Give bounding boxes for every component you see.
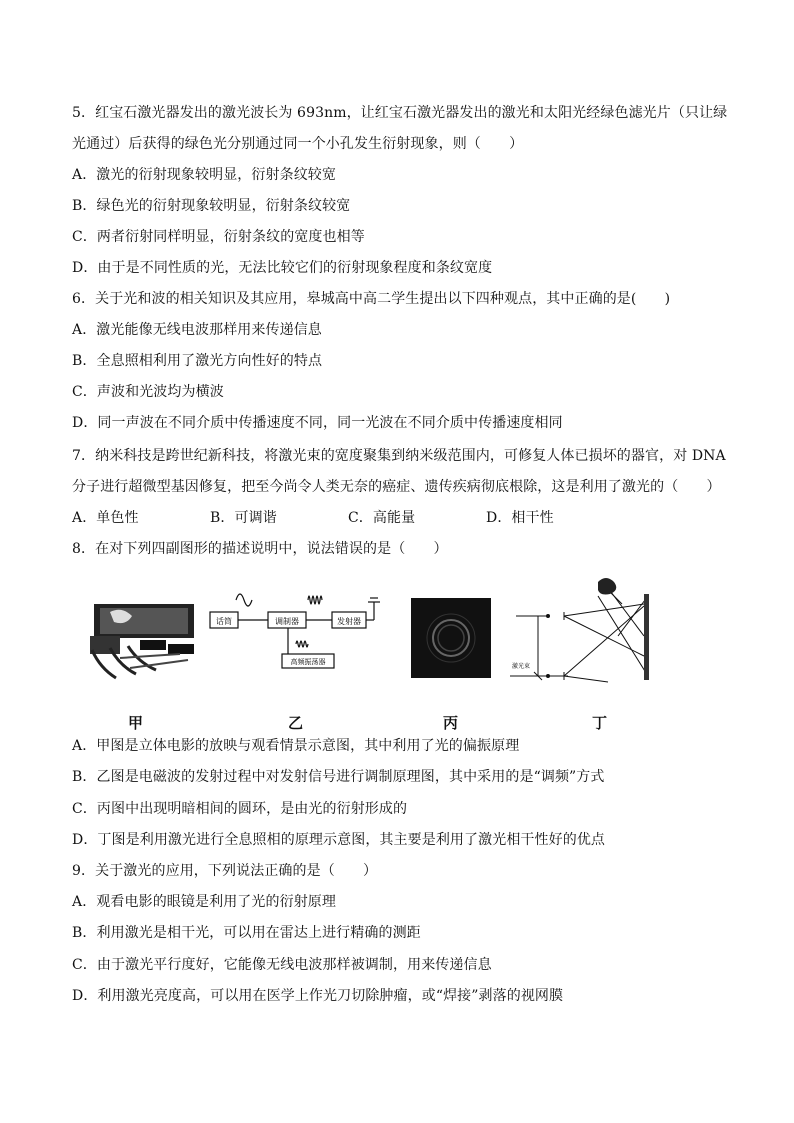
q9-option-b: B．利用激光是相干光，可以用在雷达上进行精确的测距 xyxy=(72,925,421,941)
q7-options-row xyxy=(72,508,554,528)
q5-option-c: C．两者衍射同样明显，衍射条纹的宽度也相等 xyxy=(72,229,365,245)
q6-option-d: D．同一声波在不同介质中传播速度不同，同一光波在不同介质中传播速度相同 xyxy=(72,415,563,431)
figure-label-yi: 乙 xyxy=(288,714,304,732)
q7-stem-line2: 分子进行超微型基因修复，把至今尚令人类无奈的癌症、遗传疾病彻底根除，这是利用了激光的（ ） xyxy=(72,479,721,495)
q8-stem: 8．在对下列四副图形的描述说明中，说法错误的是（ ） xyxy=(72,541,448,557)
q9-stem: 9．关于激光的应用，下列说法正确的是（ ） xyxy=(72,863,378,879)
q8-option-d: D．丁图是利用激光进行全息照相的原理示意图，其主要是利用了激光相干性好的优点 xyxy=(72,832,606,848)
q5-option-b: B．绿色光的衍射现象较明显，衍射条纹较宽 xyxy=(72,198,351,214)
q8-option-b: B．乙图是电磁波的发射过程中对发射信号进行调制原理图，其中采用的是“调频”方式 xyxy=(72,769,605,785)
q6-option-b: B．全息照相利用了激光方向性好的特点 xyxy=(72,353,323,369)
q9-option-c: C．由于激光平行度好，它能像无线电波那样被调制，用来传递信息 xyxy=(72,957,492,973)
figure-label-ding: 丁 xyxy=(592,714,608,732)
q6-option-c: C．声波和光波均为横波 xyxy=(72,384,224,400)
q6-stem: 6．关于光和波的相关知识及其应用，皋城高中高二学生提出以下四种观点，其中正确的是( ) xyxy=(72,291,671,307)
mic-label: 话筒 xyxy=(216,617,232,626)
q7-option-b: B．可调谐 xyxy=(210,510,277,526)
figure-bing-diffraction-rings xyxy=(411,598,491,678)
q8-option-a: A．甲图是立体电影的放映与观看情景示意图，其中利用了光的偏振原理 xyxy=(72,738,520,754)
q6-option-a: A．激光能像无线电波那样用来传递信息 xyxy=(72,322,322,338)
q7-option-a: A．单色性 xyxy=(72,510,139,526)
modulator-label: 调制器 xyxy=(275,617,299,626)
q5-stem-line1: 5．红宝石激光器发出的激光波长为 693nm，让红宝石激光器发出的激光和太阳光经绿色滤光片（只让绿 xyxy=(72,105,728,121)
q9-option-d: D．利用激光亮度高，可以用在医学上作光刀切除肿瘤，或“焊接”剥落的视网膜 xyxy=(72,988,564,1004)
figure-label-bing: 丙 xyxy=(443,714,459,732)
figure-ding-holography-setup xyxy=(508,576,660,688)
q7-option-d: D．相干性 xyxy=(486,510,554,526)
q8-option-c: C．丙图中出现明暗相间的圆环，是由光的衍射形成的 xyxy=(72,801,408,817)
q9-option-a: A．观看电影的眼镜是利用了光的衍射原理 xyxy=(72,894,337,910)
q7-stem-line1: 7．纳米科技是跨世纪新科技，将激光束的宽度聚集到纳米级范围内，可修复人体已损坏的器官，对 DNA xyxy=(72,448,726,464)
figure-jia-stereo-movie xyxy=(80,598,202,682)
q5-stem-line2: 光通过）后获得的绿色光分别通过同一个小孔发生衍射现象，则（ ） xyxy=(72,136,524,152)
laser-beam-label: 激光束 xyxy=(512,663,531,670)
q7-option-c: C．高能量 xyxy=(348,510,416,526)
q5-option-a: A．激光的衍射现象较明显，衍射条纹较宽 xyxy=(72,167,337,183)
q5-option-d: D．由于是不同性质的光，无法比较它们的衍射现象程度和条纹宽度 xyxy=(72,260,493,276)
figure-yi-modulation-diagram xyxy=(208,582,380,682)
transmitter-label: 发射器 xyxy=(337,617,361,626)
oscillator-label: 高频振荡器 xyxy=(290,658,326,666)
figure-label-jia: 甲 xyxy=(128,714,144,732)
